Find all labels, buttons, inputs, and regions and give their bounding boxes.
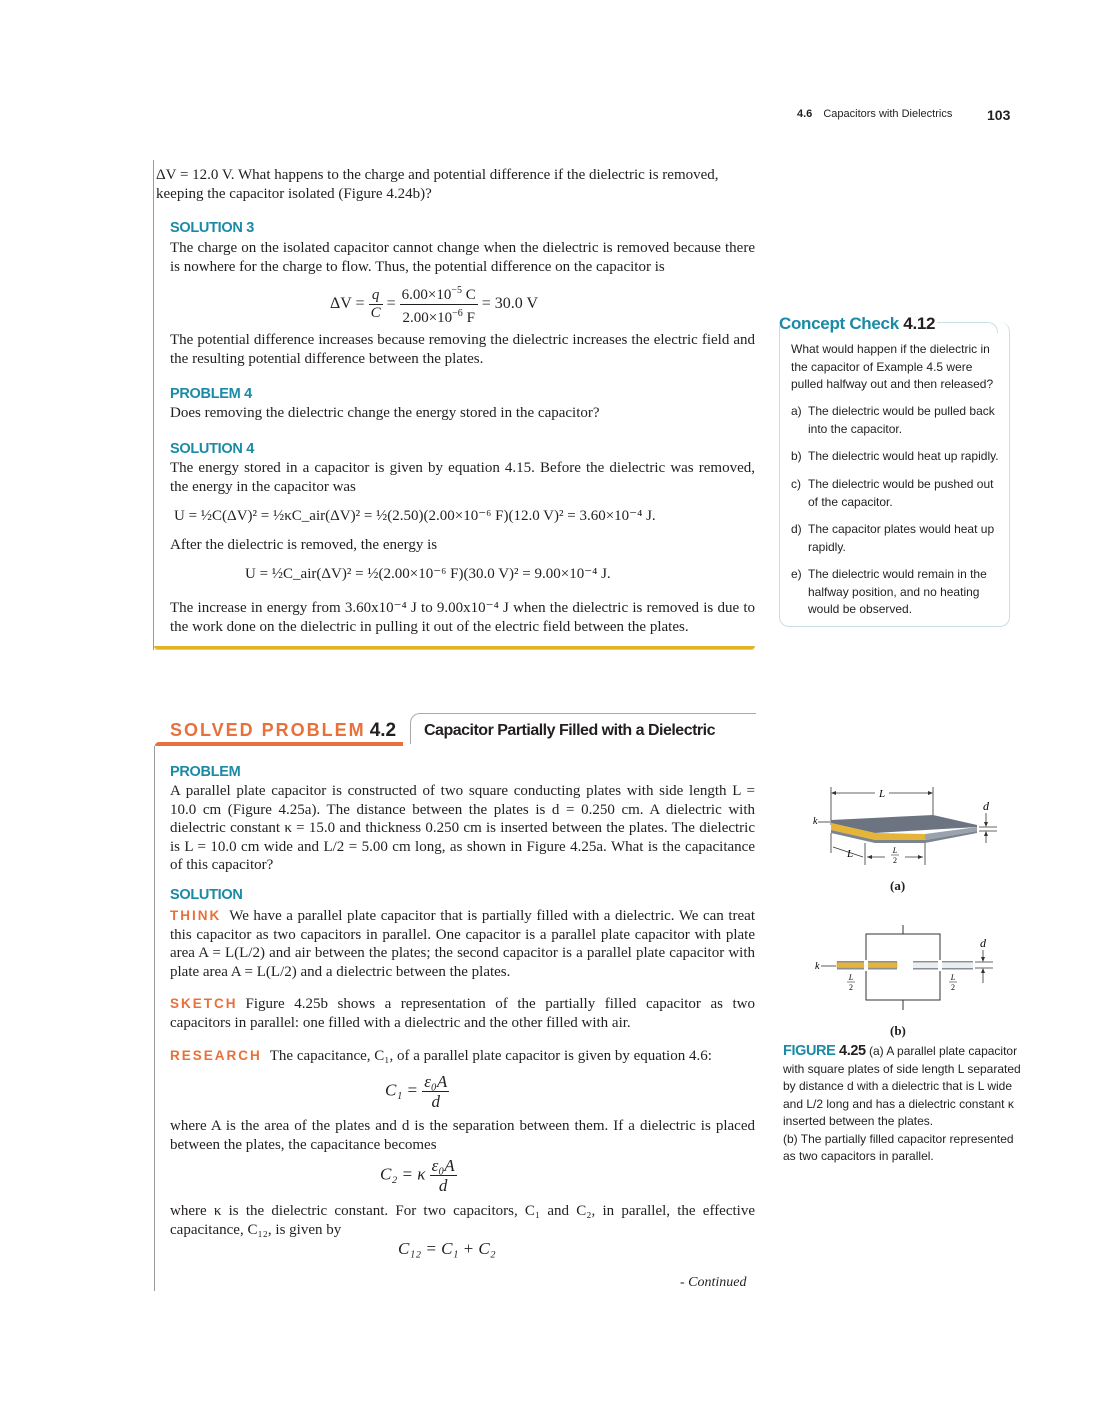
solution-3-text: The charge on the isolated capacitor cannot change when the dielectric is removed because there is nowhere for the charge to flow. Thus, the potential difference on the capacitor is <box>170 240 755 275</box>
option-text: The dielectric would heat up rapidly. <box>808 449 999 463</box>
problem-text: A parallel plate capacitor is constructed of two square conducting plates with side length L = 10.0 cm (Figure 4.25a). The distance between the plates is d = 0.250 cm. A dielectric with dielectric constant κ = 15.0 and thickness 0.250 cm is inserted between the plates. The dielectric is L = 10.0 cm wide and L/2 = 5.00 cm long, as shown in Figure 4.25a. What is the capacitance of this capacitor? <box>170 783 755 874</box>
option-letter: c) <box>791 477 801 491</box>
solution-4-middle-text: After the dielectric is removed, the energy is <box>170 537 438 553</box>
option-letter: e) <box>791 567 802 581</box>
solution-heading: SOLUTION <box>170 887 243 903</box>
fraction-values <box>400 282 478 327</box>
concept-check-label: Concept Check <box>779 314 899 333</box>
equation-c1 <box>385 1072 449 1111</box>
eq-q: q <box>369 287 383 305</box>
example-intro <box>156 166 756 204</box>
problem-4-text: Does removing the dielectric change the energy stored in the capacitor? <box>170 405 600 421</box>
eq-den-mantissa: 2.00×10 <box>402 310 453 326</box>
svg-text:L: L <box>878 788 886 800</box>
think-text: We have a parallel plate capacitor that is partially filled with a dielectric. We can treat this capacitor as two capacitors in parallel. One capacitor is a parallel plate capacitor with plate area A = L(L/2) and air between the plates; the second capacitor is a parallel plate capacitor with plate area A = L(L/2) and a dielectric between the plates. <box>170 908 755 980</box>
eq-c2-num: ε₀A <box>431 1156 455 1175</box>
figure-4-25a <box>805 785 1005 875</box>
text-after-c2: where κ is the dielectric constant. For two capacitors, C₁ and C₂, in parallel, the effective capacitance, C₁₂, is given by <box>170 1203 755 1238</box>
solved-problem-left-border <box>154 746 155 1291</box>
option-letter: a) <box>791 404 802 418</box>
think-label: THINK <box>170 908 222 923</box>
eq-c1-den: d <box>431 1092 440 1111</box>
eq-result: = 30.0 V <box>481 295 539 313</box>
research-paragraph <box>170 1047 755 1066</box>
svg-text:2: 2 <box>951 983 955 992</box>
equation-delta-v: ΔV = $\frac{q}{C}$ = $\frac{6.00\times 10^{-5} C}{2.00\times 10^{-6} F}$ = 30.0 V <box>330 282 538 327</box>
eq-c1-fraction <box>422 1072 449 1111</box>
solved-problem-text: SOLVED PROBLEM <box>170 720 366 740</box>
concept-check-top-border <box>937 322 998 333</box>
eq-lhs: ΔV = <box>330 295 365 313</box>
text-after-c1: where A is the area of the plates and d is the separation between them. If a dielectric is placed between the plates, the capacitance becomes <box>170 1118 755 1153</box>
svg-text:k: k <box>813 816 818 827</box>
intro-line-2: keeping the capacitor isolated (Figure 4.24b)? <box>156 186 432 202</box>
solution-3-heading: SOLUTION 3 <box>170 220 255 236</box>
sketch-label: SKETCH <box>170 996 238 1011</box>
eq-c2-lhs: C₂ = κ <box>380 1164 426 1184</box>
option-letter: b) <box>791 449 802 463</box>
concept-check-number: 4.12 <box>903 314 936 333</box>
concept-check-title <box>779 314 935 334</box>
example-box-border <box>153 160 154 650</box>
solved-problem-orange-bar <box>155 742 403 746</box>
option-letter: d) <box>791 522 802 536</box>
solution-4-closing-text: The increase in energy from 3.60x10⁻⁴ J to 9.00x10⁻⁴ J when the dielectric is removed is due to the work done on the dielectric in pulling it out of the electric field between the plates. <box>170 600 755 635</box>
eq-c2-fraction <box>430 1156 457 1195</box>
problem-4-heading: PROBLEM 4 <box>170 386 252 402</box>
concept-check-option-b[interactable] <box>791 448 1001 466</box>
example-box-gold-bar <box>154 646 755 650</box>
equation-c12: C₁₂ = C₁ + C₂ <box>398 1239 496 1258</box>
capacitor-3d-diagram <box>805 785 1005 875</box>
svg-text:L: L <box>892 846 898 855</box>
option-text: The dielectric would be pushed out of the capacitor. <box>808 477 994 509</box>
section-number: 4.6 <box>797 108 813 120</box>
intro-line-1: ΔV = 12.0 V. What happens to the charge and potential difference if the dielectric is removed, <box>156 167 719 183</box>
figure-part-a-label: (a) <box>890 878 906 893</box>
continued-note: - Continued <box>680 1275 747 1290</box>
solution-4-text: The energy stored in a capacitor is given by equation 4.15. Before the dielectric was removed, the energy in the capacitor was <box>170 460 755 495</box>
problem-heading: PROBLEM <box>170 764 241 780</box>
concept-check-question: What would happen if the dielectric in the capacitor of Example 4.5 were pulled halfway out and then released? <box>791 342 994 391</box>
option-text: The dielectric would remain in the halfway position, and no heating would be observed. <box>808 567 987 616</box>
svg-text:d: d <box>980 936 986 950</box>
eq-den-exp: −6 <box>452 308 463 319</box>
sketch-paragraph <box>170 995 755 1032</box>
eq-num-exp: −5 <box>451 285 462 296</box>
option-text: The capacitor plates would heat up rapidly. <box>808 522 995 554</box>
think-paragraph <box>170 907 755 981</box>
figure-caption-number: 4.25 <box>839 1043 866 1059</box>
eq-c: C <box>370 305 381 321</box>
parallel-capacitors-diagram <box>805 925 1005 1010</box>
concept-check-option-e[interactable] <box>791 566 1001 619</box>
eq-num-unit: C <box>465 287 476 303</box>
svg-text:2: 2 <box>849 983 853 992</box>
equation-energy-before: U = ½C(ΔV)² = ½κC_air(ΔV)² = ½(2.50)(2.00×10⁻⁶ F)(12.0 V)² = 3.60×10⁻⁴ J. <box>174 508 656 524</box>
equation-c2 <box>380 1156 457 1195</box>
research-text: The capacitance, C₁, of a parallel plate capacitor is given by equation 4.6: <box>269 1048 712 1064</box>
eq-numerator <box>400 282 478 305</box>
option-text: The dielectric would be pulled back into the capacitor. <box>808 404 995 436</box>
eq-denominator <box>400 305 478 327</box>
figure-caption-b: (b) The partially filled capacitor represented as two capacitors in parallel. <box>783 1131 1014 1163</box>
svg-text:L: L <box>847 848 854 860</box>
figure-4-25b <box>805 925 1005 1010</box>
equation-energy-after: U = ½C_air(ΔV)² = ½(2.00×10⁻⁶ F)(30.0 V)² = 9.00×10⁻⁴ J. <box>245 566 611 582</box>
eq-den-unit: F <box>466 310 475 326</box>
svg-text:d: d <box>983 799 989 813</box>
concept-check-option-c[interactable] <box>791 476 1001 511</box>
figure-caption <box>783 1043 1023 1166</box>
figure-caption-label: FIGURE <box>783 1043 836 1059</box>
eq-c2-den: d <box>438 1176 448 1195</box>
eq-num-mantissa: 6.00×10 <box>401 287 452 303</box>
page-number: 103 <box>987 107 1011 123</box>
eq-c1-num: ε₀A <box>424 1072 448 1091</box>
solution-4-heading: SOLUTION 4 <box>170 441 255 457</box>
concept-check-option-d[interactable] <box>791 521 1001 556</box>
fraction-q-over-c <box>369 287 383 322</box>
concept-check-option-a[interactable] <box>791 403 1001 438</box>
svg-text:k: k <box>815 961 820 972</box>
figure-part-b-label: (b) <box>890 1023 906 1038</box>
running-header <box>797 108 952 120</box>
eq-c1-lhs: C₁ = <box>385 1080 418 1100</box>
solution-3-after-text: The potential difference increases because removing the dielectric increases the electric field and the resulting potential difference between the plates. <box>170 332 755 367</box>
svg-text:L: L <box>848 973 854 982</box>
figure-caption-a: (a) A parallel plate capacitor with square plates of side length L separated by distance d with a dielectric that is L wide and L/2 long and has a dielectric constant κ inserted between the plates. <box>783 1044 1021 1128</box>
svg-text:L: L <box>950 973 956 982</box>
section-title: Capacitors with Dielectrics <box>823 108 953 120</box>
solved-problem-number: 4.2 <box>369 720 397 741</box>
sketch-text: Figure 4.25b shows a representation of the partially filled capacitor as two capacitors in parallel: one filled with a dielectric and the other filled with air. <box>170 996 755 1031</box>
research-label: RESEARCH <box>170 1048 262 1063</box>
solved-problem-title: Capacitor Partially Filled with a Dielectric <box>424 722 715 739</box>
svg-text:2: 2 <box>893 856 897 865</box>
solved-problem-label <box>170 720 396 742</box>
figure-caption-head <box>783 1043 866 1059</box>
